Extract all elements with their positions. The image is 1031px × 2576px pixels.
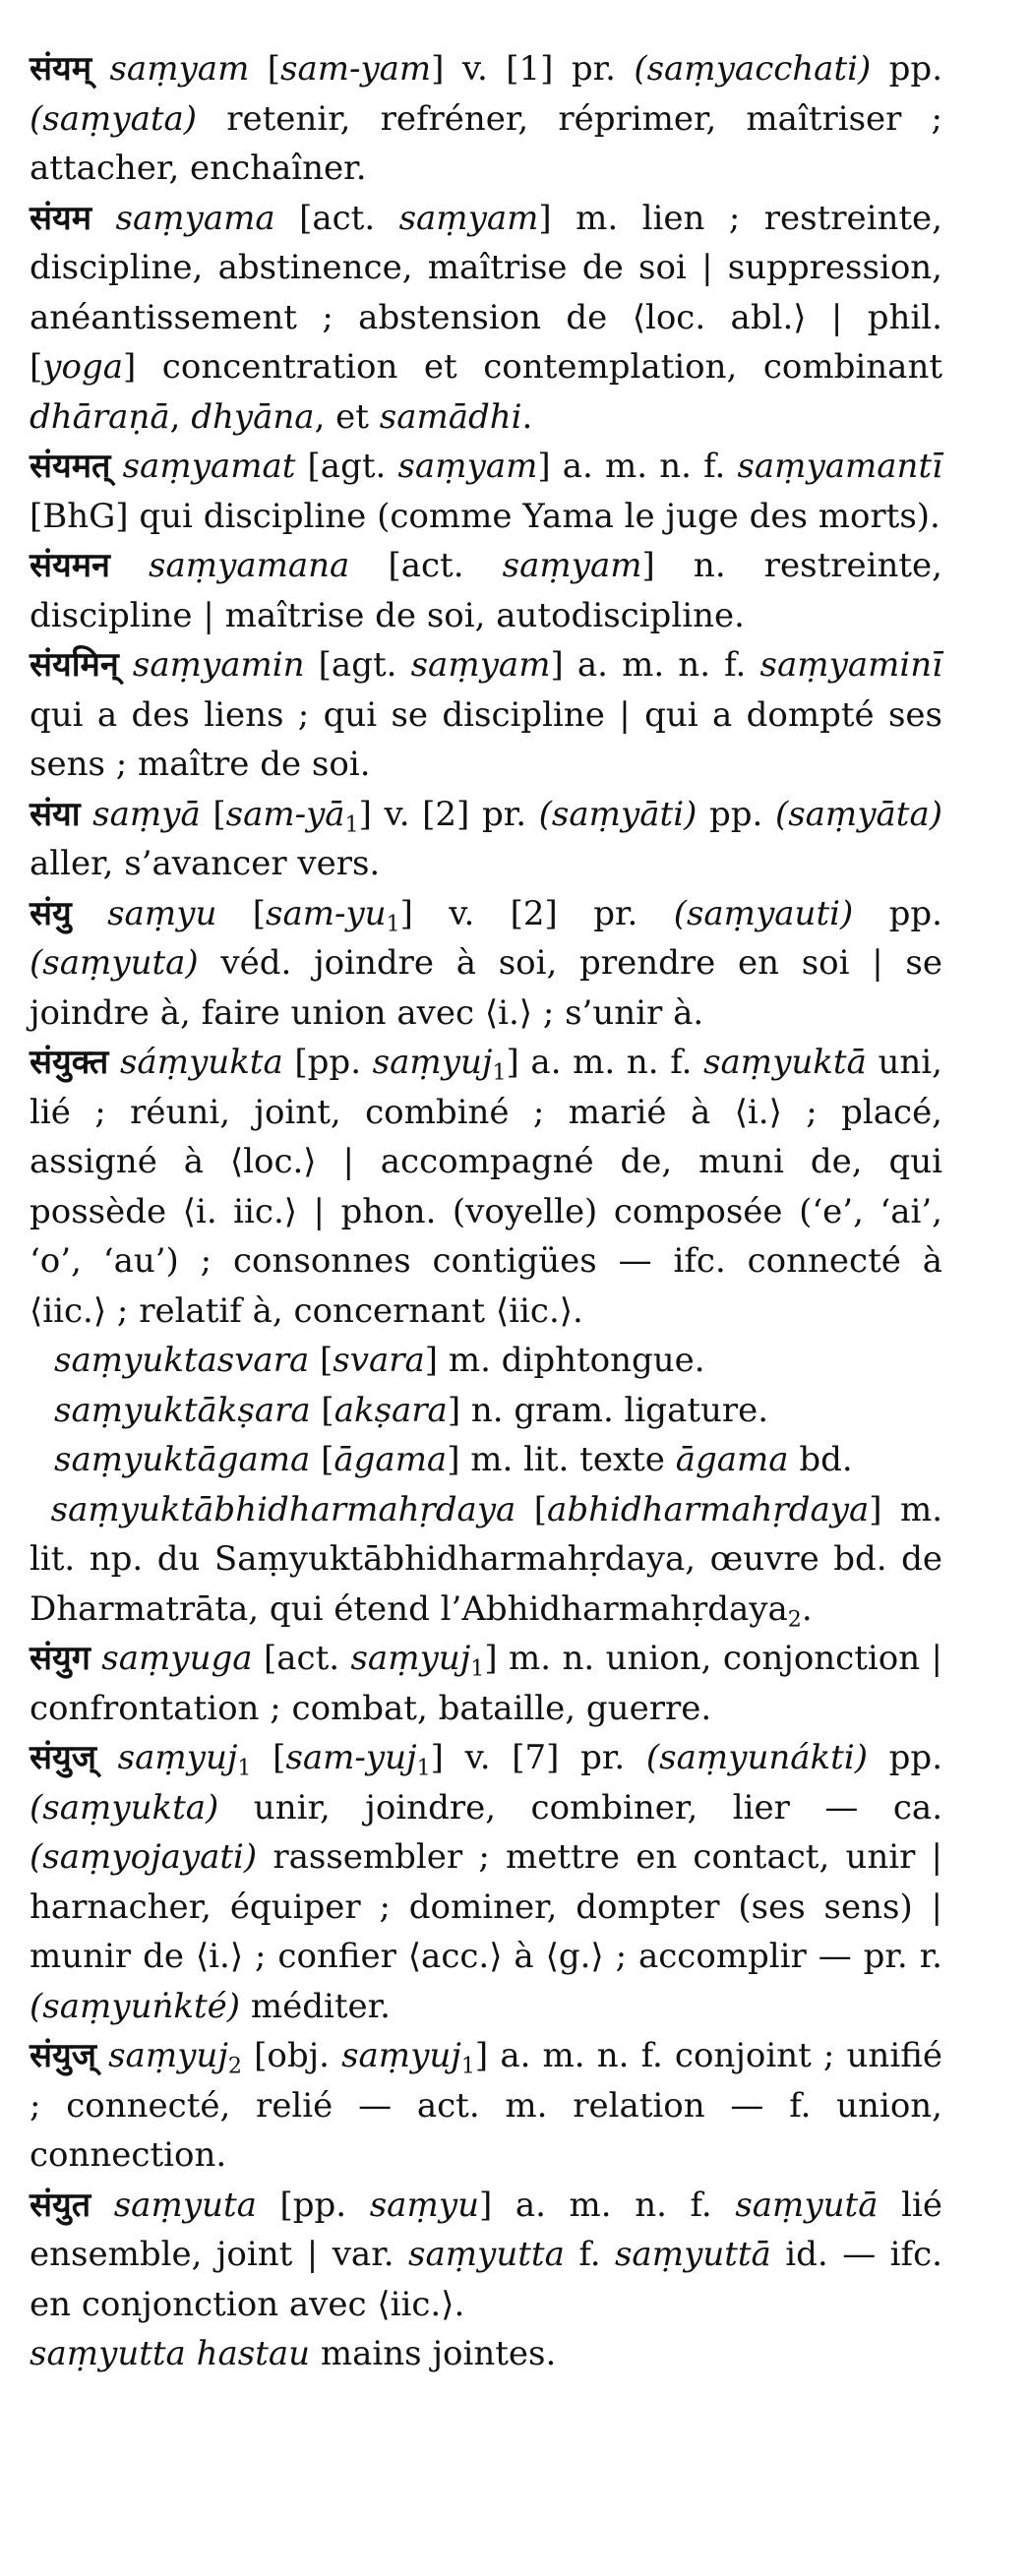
dictionary-entry: संयु saṃyu $[sam-yu_1]$ v. [2] pr. (saṃyauti) pp. (saṃyuta) véd. joindre à soi, prendre en soi | se joindre à, faire union avec ⟨i.⟩ ; s’unir à. bbox=[30, 893, 942, 1033]
sub-entry: saṃyuktāgama [āgama] m. lit. texte āgama bd. bbox=[54, 1440, 853, 1479]
dictionary-entry: संयमन saṃyamana [act. saṃyam] n. restreinte, discipline | maîtrise de soi, autodiscipline. bbox=[30, 546, 942, 635]
dictionary-entry: saṃyutta hastau mains jointes. bbox=[30, 2334, 557, 2373]
dictionary-entry: संयुक्त sáṃyukta [pp. saṃyuj$_1$] a. m. n. f. saṃyuktā uni, lié ; réuni, joint, combiné ; marié à ⟨i.⟩ ; placé, assigné à ⟨loc.⟩ | accompagné de, muni de, qui possède ⟨i. iic.⟩ | phon. (voyelle) composée (‘e’, ‘ai’, ‘o’, ‘au’) ; consonnes contigües — ifc. connecté à ⟨iic.⟩ ; relatif à, concernant ⟨iic.⟩. bbox=[30, 1043, 942, 1331]
dictionary-entry: संया saṃyā $[sam-yā_1]$ v. [2] pr. (saṃyāti) pp. (saṃyāta) aller, s’avancer vers. bbox=[30, 794, 943, 883]
dictionary-entry: saṃyuktābhidharmahṛdaya [abhidharmahṛdaya] m. lit. np. du Saṃyuktābhidharmahṛdaya, œuvre bd. de Dharmatrāta, qui étend l’Abhidharmahṛdaya$_2$. bbox=[30, 1489, 942, 1633]
dictionary-entry: संयम saṃyama [act. saṃyam] m. lien ; restreinte, discipline, abstinence, maîtrise de soi | suppression, anéantissement ; abstension de ⟨loc. abl.⟩ | phil. [yoga] concentration et contemplation, combinant dhāraṇā, dhyāna, et samādhi. bbox=[30, 198, 942, 437]
sub-entry: saṃyuktākṣara [akṣara] n. gram. ligature. bbox=[54, 1390, 769, 1430]
dictionary-entry: संयुज् saṃyuj$_2$ [obj. saṃyuj$_1$] a. m. n. f. conjoint ; unifié ; connecté, relié — act. m. relation — f. union, connection. bbox=[30, 2036, 942, 2175]
sub-entry: saṃyuktasvara [svara] m. diphtongue. bbox=[54, 1341, 705, 1380]
dictionary-entry: संयम् saṃyam [sam-yam] v. [1] pr. (saṃyacchati) pp. (saṃyata) retenir, refréner, réprimer, maîtriser ; attacher, enchaîner. bbox=[30, 49, 942, 188]
dictionary-entry: संयुग saṃyuga [act. saṃyuj$_1$] m. n. union, conjonction | confrontation ; combat, bataille, guerre. bbox=[30, 1639, 943, 1728]
dictionary-entry: संयुत saṃyuta [pp. saṃyu] a. m. n. f. saṃyutā lié ensemble, joint | var. saṃyutta f. saṃyuttā id. — ifc. en conjonction avec ⟨iic.⟩. bbox=[30, 2185, 942, 2324]
dictionary-entry: संयुज् saṃyuj$_1$ [sam-yuj$_1$] v. [7] pr. (saṃyunákti) pp. (saṃyukta) unir, joindre, combiner, lier — ca. (saṃyojayati) rassembler ; mettre en contact, unir | harnacher, équiper ; dominer, dompter (ses sens) | munir de ⟨i.⟩ ; confier ⟨acc.⟩ à ⟨g.⟩ ; accomplir — pr. r. (saṃyuṅkté) méditer. bbox=[30, 1738, 942, 2026]
dictionary-entry: संयमत् saṃyamat [agt. saṃyam] a. m. n. f. saṃyamantī [BhG] qui discipline (comme Yama le juge des morts). bbox=[30, 447, 942, 536]
dictionary-entry: संयमिन् saṃyamin [agt. saṃyam] a. m. n. f. saṃyaminī qui a des liens ; qui se discipline | qui a dompté ses sens ; maître de soi. bbox=[30, 645, 942, 784]
